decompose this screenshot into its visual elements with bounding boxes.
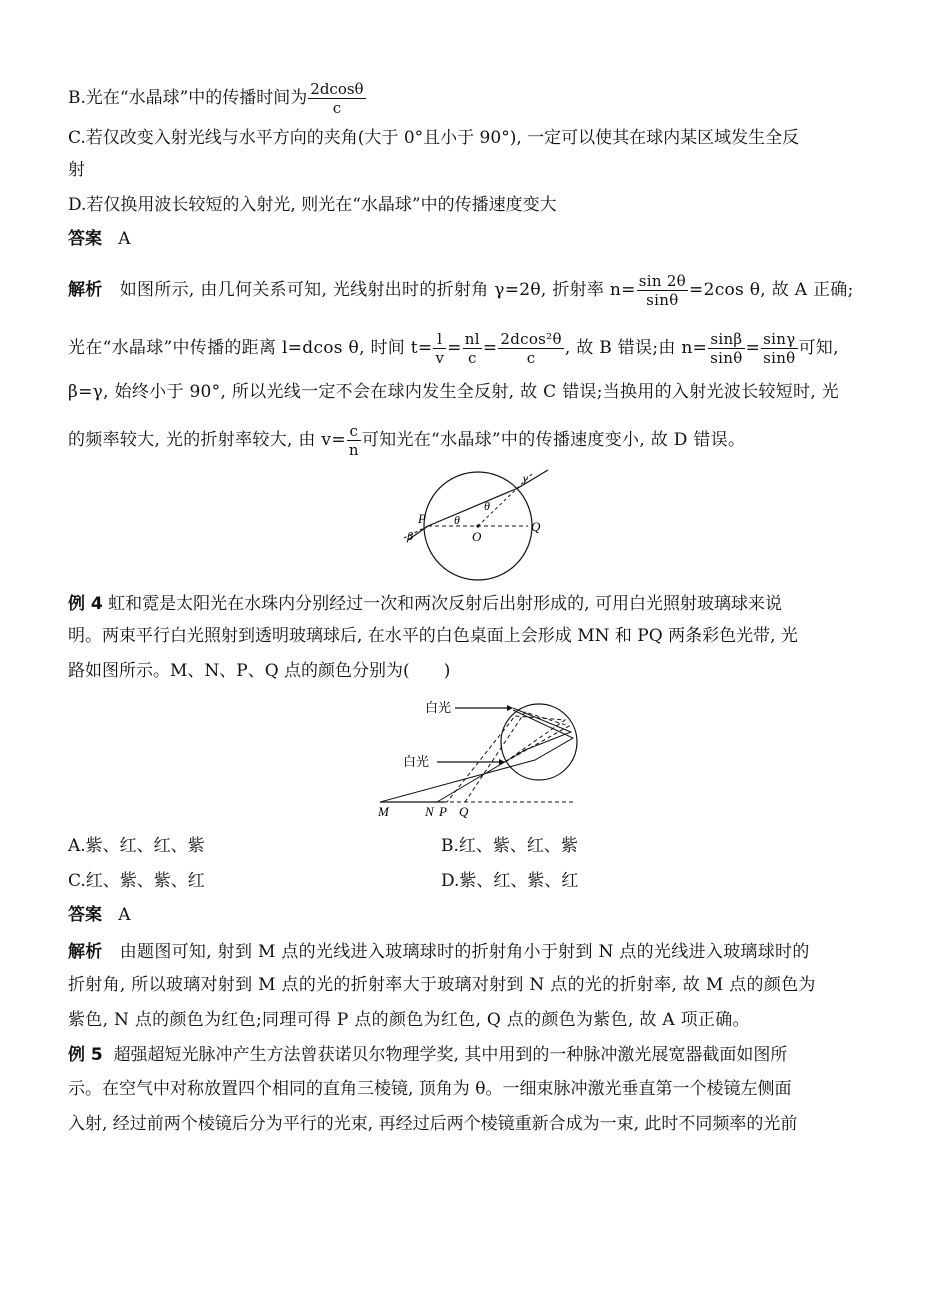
explanation-2-line2: 折射角, 所以玻璃对射到 M 点的光的折射率大于玻璃对射到 N 点的光的折射率, 故 M 点的颜色为 xyxy=(68,975,816,995)
fraction: $\frac{c}{n}$ xyxy=(348,422,359,459)
ray-path-1 xyxy=(437,708,571,802)
explanation-label: 解析 xyxy=(68,942,103,962)
option-c-4: C.红、紫、紫、红 xyxy=(68,871,205,891)
label-gamma: γ xyxy=(523,471,528,485)
answer-2 xyxy=(68,903,131,927)
option-b xyxy=(68,80,367,117)
label-n: N xyxy=(425,804,434,819)
answer-1 xyxy=(68,227,131,251)
label-theta-1: θ xyxy=(454,513,460,527)
example-4-line2: 明。两束平行白光照射到透明玻璃球后, 在水平的白色桌面上会形成 MN 和 PQ 两条彩色光带, 光 xyxy=(68,626,798,646)
option-c-line2: 射 xyxy=(68,160,85,180)
label-p: P xyxy=(418,511,426,526)
fraction: $\frac{\text{2dcos²θ}}{c}$ xyxy=(500,330,562,367)
explanation-label: 解析 xyxy=(68,280,103,300)
label-q: Q xyxy=(459,804,469,819)
fraction: $\frac{\sin\gamma}{\sin\theta}$ xyxy=(763,330,796,367)
option-a-4: A.紫、红、红、紫 xyxy=(68,836,205,856)
crystal-ball-figure xyxy=(400,468,560,583)
answer-label: 答案 xyxy=(68,229,102,249)
option-b-4: B.红、紫、红、紫 xyxy=(441,836,578,856)
answer-label: 答案 xyxy=(68,905,102,925)
label-m: M xyxy=(378,804,389,819)
example-4-line1: 例 4 虹和霓是太阳光在水珠内分别经过一次和两次反射后出射形成的, 可用白光照射玻璃球来说 xyxy=(68,594,782,614)
explanation-1-line1: 解析 如图所示, 由几何关系可知, 光线射出时的折射角 γ=2θ, 折射率 n= $\frac{\sin 2\theta}{\sin\theta}$ =2cos θ, 故 A 正确; xyxy=(68,272,854,309)
option-b-fraction: $\frac{2dcos\theta}{c}$ xyxy=(310,80,364,117)
label-p: P xyxy=(439,804,447,819)
label-white-light-2: 白光 xyxy=(403,754,430,769)
center-point xyxy=(476,524,479,527)
explanation-1-line4: 的频率较大, 光的折射率较大, 由 v= $\frac{c}{n}$ 可知光在“水晶球”中的传播速度变小, 故 D 错误。 xyxy=(68,422,746,459)
arrow-icon xyxy=(507,705,513,711)
example-5-label: 例 5 xyxy=(68,1045,103,1065)
label-beta: β xyxy=(407,529,413,543)
fraction: $\frac{l}{v}$ xyxy=(435,330,445,367)
fraction: $\frac{\sin\beta}{\sin\theta}$ xyxy=(710,330,743,367)
ray-path-3 xyxy=(447,716,565,802)
fraction: $\frac{\sin 2\theta}{\sin\theta}$ xyxy=(638,272,687,309)
label-o: O xyxy=(472,529,482,544)
explanation-2-line3: 紫色, N 点的颜色为红色;同理可得 P 点的颜色为红色, Q 点的颜色为紫色, 故 A 项正确。 xyxy=(68,1010,750,1030)
option-d: D.若仅换用波长较短的入射光, 则光在“水晶球”中的传播速度变大 xyxy=(68,195,557,215)
option-d-4: D.紫、红、紫、红 xyxy=(441,871,579,891)
explanation-2-line1: 解析 由题图可知, 射到 M 点的光线进入玻璃球时的折射角小于射到 N 点的光线进入玻璃球时的 xyxy=(68,942,810,962)
label-q: Q xyxy=(531,519,541,534)
example-5-line2: 示。在空气中对称放置四个相同的直角三棱镜, 顶角为 θ。一细束脉冲激光垂直第一个棱镜左侧面 xyxy=(68,1079,792,1099)
example-4-label: 例 4 xyxy=(68,594,103,614)
example-5-line1: 例 5 超强超短光脉冲产生方法曾获诺贝尔物理学奖, 其中用到的一种脉冲激光展宽器截面如图所 xyxy=(68,1045,788,1065)
inner-ray xyxy=(428,488,518,526)
explanation-1-line3: β=γ, 始终小于 90°, 所以光线一定不会在球内发生全反射, 故 C 错误;当换用的入射光波长较短时, 光 xyxy=(68,382,840,402)
label-white-light-1: 白光 xyxy=(425,700,452,715)
fraction: $\frac{nl}{c}$ xyxy=(464,330,480,367)
option-c-line1: C.若仅改变入射光线与水平方向的夹角(大于 0°且小于 90°), 一定可以使其在球内某区域发生全反 xyxy=(68,128,800,148)
option-b-text: B.光在“水晶球”中的传播时间为 xyxy=(68,88,308,108)
ray-path-4 xyxy=(465,712,569,802)
example-5-line3: 入射, 经过前两个棱镜后分为平行的光束, 再经过后两个棱镜重新合成为一束, 此时不同频率的光前 xyxy=(68,1114,798,1134)
example-4-line3: 路如图所示。M、N、P、Q 点的颜色分别为( ) xyxy=(68,661,451,681)
answer-value: A xyxy=(118,905,131,925)
answer-value: A xyxy=(118,229,131,249)
glass-ball-figure xyxy=(375,690,585,820)
explanation-1-line2: 光在“水晶球”中传播的距离 l=dcos θ, 时间 t= $\frac{l}{v}$ = $\frac{nl}{c}$ = $\frac{\text{2dcos²θ}}{c}$ , 故 B 错误;由 n= $\frac{\sin\beta}{\sin\theta}$ = $\frac{\sin\gamma}{\sin\theta}$ 可知, xyxy=(68,330,839,367)
label-theta-2: θ xyxy=(484,499,490,513)
